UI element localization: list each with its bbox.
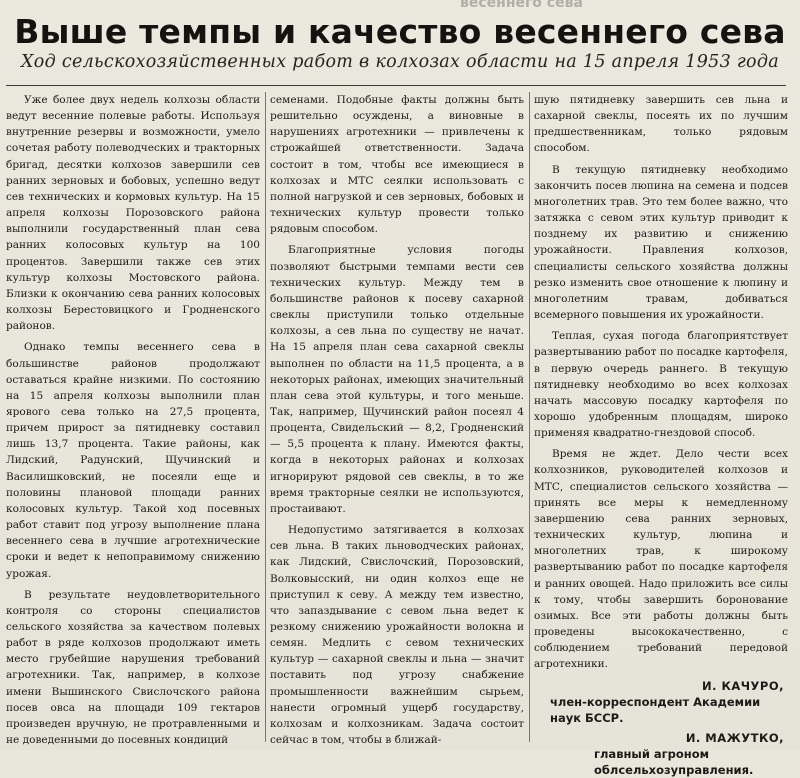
signature-block bbox=[534, 678, 788, 778]
paragraph: шую пятидневку завершить сев льна и сахарной свеклы, посеять их по лучшим предшественникам, только рядовым способом. bbox=[534, 94, 788, 155]
header-rule bbox=[6, 85, 786, 86]
paragraph: Однако темпы весеннего сева в большинстве районов продолжают оставаться крайне низкими. По состоянию на 15 апреля колхозы выполнили план ярового сева только на 27,5 процента, причем прирост за пятидневку составил лишь 13,7 процента. Такие районы, как Лидский, Радунский, Щучинский и Василишковский, не посеяли еще и половины плановой площади ранних колосовых культур. Такой ход посевных работ ставит под угрозу выполнение плана весеннего сева в лучшие агротехнические сроки и ведет к непоправимому снижению урожая. bbox=[6, 341, 260, 580]
signature-position-1: член-корреспондент Академии наук БССР. bbox=[550, 695, 761, 726]
signature-name-2: И. МАЖУТКО, bbox=[685, 731, 784, 746]
paragraph: В текущую пятидневку необходимо закончить посев люпина на семена и подсев многолетних трав. Это тем более важно, что затяжка с севом этих культур приводит к позднему их развитию и снижению урожайности. Правления колхозов, специалисты сельского хозяйства должны резко изменить свое отношение к люпину и многолетним травам, добиваться всемерного повышения их урожайности. bbox=[534, 163, 788, 322]
column-divider-2 bbox=[529, 92, 530, 742]
paragraph: В результате неудовлетворительного контроля со стороны специалистов сельского хозяйства за качеством полевых работ в ряде колхозов продолжают иметь место грубейшие нарушения требований агротехники. Так, например, в колхозе имени Вышинского Свислочского района посев овса на площади 109 гектаров произведен вручную, не протравленными и не доведенными до посевных кондиций bbox=[6, 588, 260, 747]
column-1 bbox=[6, 92, 260, 747]
paragraph: Теплая, сухая погода благоприятствует развертыванию работ по посадке картофеля, в первую очередь раннего. В текущую пятидневку необходимо во всех колхозах начать массовую посадку картофеля по хорошо удобренным площадям, широко применяя квадратно-гнездовой способ. bbox=[534, 330, 788, 440]
column-2 bbox=[270, 92, 524, 747]
article-headline: Выше темпы и качество весеннего сева bbox=[14, 12, 786, 51]
article-subheadline: Ход сельскохозяйственных работ в колхозах области на 15 апреля 1953 года bbox=[21, 52, 779, 72]
paragraph: семенами. Подобные факты должны быть решительно осуждены, а виновные в нарушениях агротехники — привлечены к строжайшей ответственности. Задача состоит в том, чтобы все имеющиеся в колхозах и МТС сеялки использовать с полной нагрузкой и сев зерновых, бобовых и технических культур провести только рядовым способом. bbox=[270, 94, 524, 236]
column-divider-1 bbox=[265, 92, 266, 742]
signature-name-1: И. КАЧУРО, bbox=[701, 679, 784, 694]
paragraph: Благоприятные условия погоды позволяют быстрыми темпами вести сев технических культур. Между тем в большинстве районов к посеву сахарной свеклы приступили только отдельные колхозы, а сев льна по существу не начат. На 15 апреля план сева сахарной свеклы выполнен по области на 11,5 процента, а в некоторых районах, имеющих значительный план сева этой культуры, и того меньше. Так, например, Щучинский район посеял 4 процента, Свидельский — 8,2, Гродненский — 5,5 процента к плану. Имеются факты, когда в некоторых районах и колхозах игнорируют рядовой сев свеклы, в то же время тракторные сеялки не используются, простаивают. bbox=[270, 244, 524, 515]
paragraph: Уже более двух недель колхозы области ведут весенние полевые работы. Используя внутренние резервы и возможности, умело сочетая работу полеводческих и тракторных бригад, десятки колхозов завершили сев ранних зерновых и бобовых, успешно ведут сев технических и кормовых культур. На 15 апреля колхозы Порозовского района выполнили государственный план сева ранних колосовых культур на 100 процентов. Завершили также сев этих культур колхозы Мостовского района. Близки к окончанию сева ранних колосовых колхозы Берестовицкого и Гродненского районов. bbox=[6, 94, 260, 333]
paragraph: Недопустимо затягивается в колхозах сев льна. В таких льноводческих районах, как Лидский, Свислочский, Порозовский, Волковысский, ни один колхоз еще не приступил к севу. А между тем известно, что запаздывание с севом льна ведет к резкому снижению урожайности волокна и семян. Медлить с севом технических культур — сахарной свеклы и льна — значит поставить под угрозу снабжение промышленности важнейшим сырьем, нанести огромный ущерб государству, колхозам и колхозникам. Задача состоит сейчас в том, чтобы в ближай- bbox=[270, 524, 524, 747]
column-3 bbox=[534, 92, 788, 778]
article-body bbox=[6, 92, 788, 778]
previous-article-fragment: весеннего сева bbox=[460, 0, 583, 11]
signature-position-2: главный агроном облсельхозуправления. bbox=[594, 747, 754, 778]
paragraph: Время не ждет. Дело чести всех колхозников, руководителей колхозов и МТС, специалистов сельского хозяйства — принять все меры к немедленному завершению сева ранних зерновых, технических культур, люпина и многолетних трав, к широкому развертыванию работ по посадке картофеля и ранних овощей. Надо приложить все силы к тому, чтобы завершить боронование озимых. Все эти работы должны быть проведены высококачественно, с соблюдением требований передовой агротехники. bbox=[534, 448, 788, 671]
